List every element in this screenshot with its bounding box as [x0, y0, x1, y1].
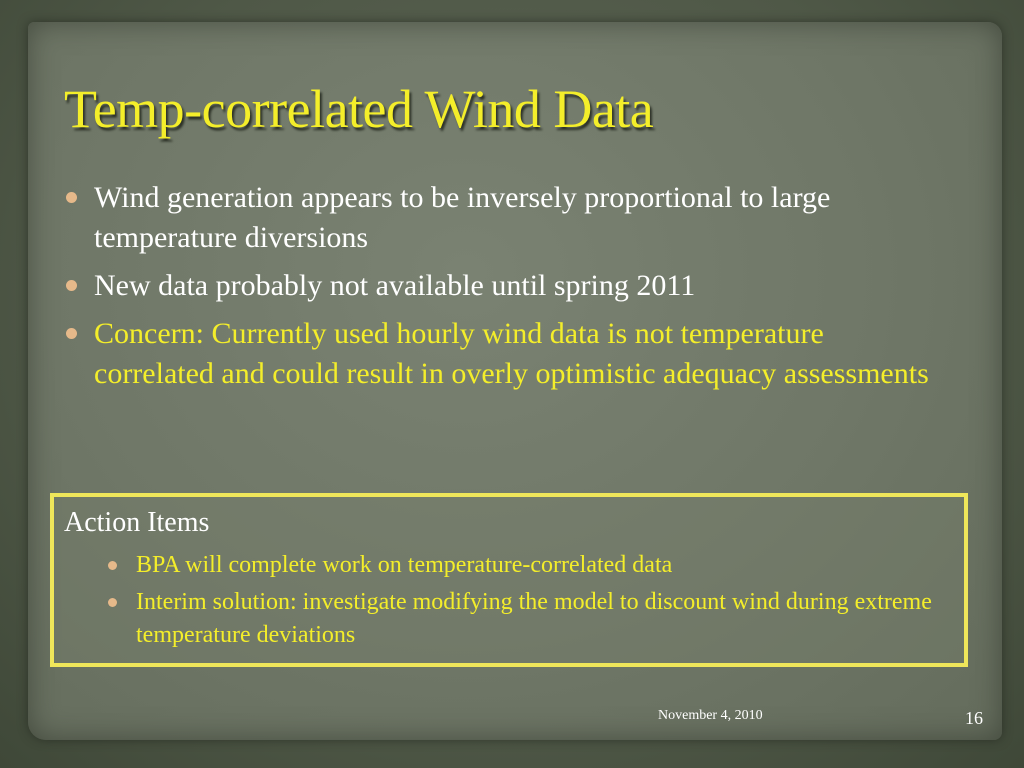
bullet-text: Concern: Currently used hourly wind data is not temperature correlated and could result in overly optimistic adequacy assessments: [94, 317, 929, 390]
slide-number: 16: [965, 708, 983, 728]
action-item-text: Interim solution: investigate modifying the model to discount wind during extreme temperature deviations: [136, 589, 932, 648]
bullet-dot-icon: [108, 561, 117, 570]
bullet-item: [64, 178, 944, 258]
bullet-dot-icon: [66, 192, 77, 203]
bullet-item: [64, 266, 944, 306]
action-items-box: [50, 493, 968, 667]
action-items-list: [106, 549, 956, 656]
bullet-item-concern: [64, 314, 944, 394]
bullet-text: New data probably not available until spring 2011: [94, 269, 696, 302]
bullet-list: [64, 178, 944, 402]
action-item-text: BPA will complete work on temperature-correlated data: [136, 552, 673, 578]
slide-title: Temp-correlated Wind Data: [64, 79, 654, 139]
bullet-dot-icon: [66, 280, 77, 291]
footer-date: November 4, 2010: [658, 708, 763, 723]
bullet-dot-icon: [66, 328, 77, 339]
action-item: [106, 549, 956, 582]
bullet-text: Wind generation appears to be inversely proportional to large temperature diversions: [94, 181, 831, 254]
action-items-heading: Action Items: [64, 507, 210, 538]
bullet-dot-icon: [108, 598, 117, 607]
action-item: [106, 586, 956, 652]
